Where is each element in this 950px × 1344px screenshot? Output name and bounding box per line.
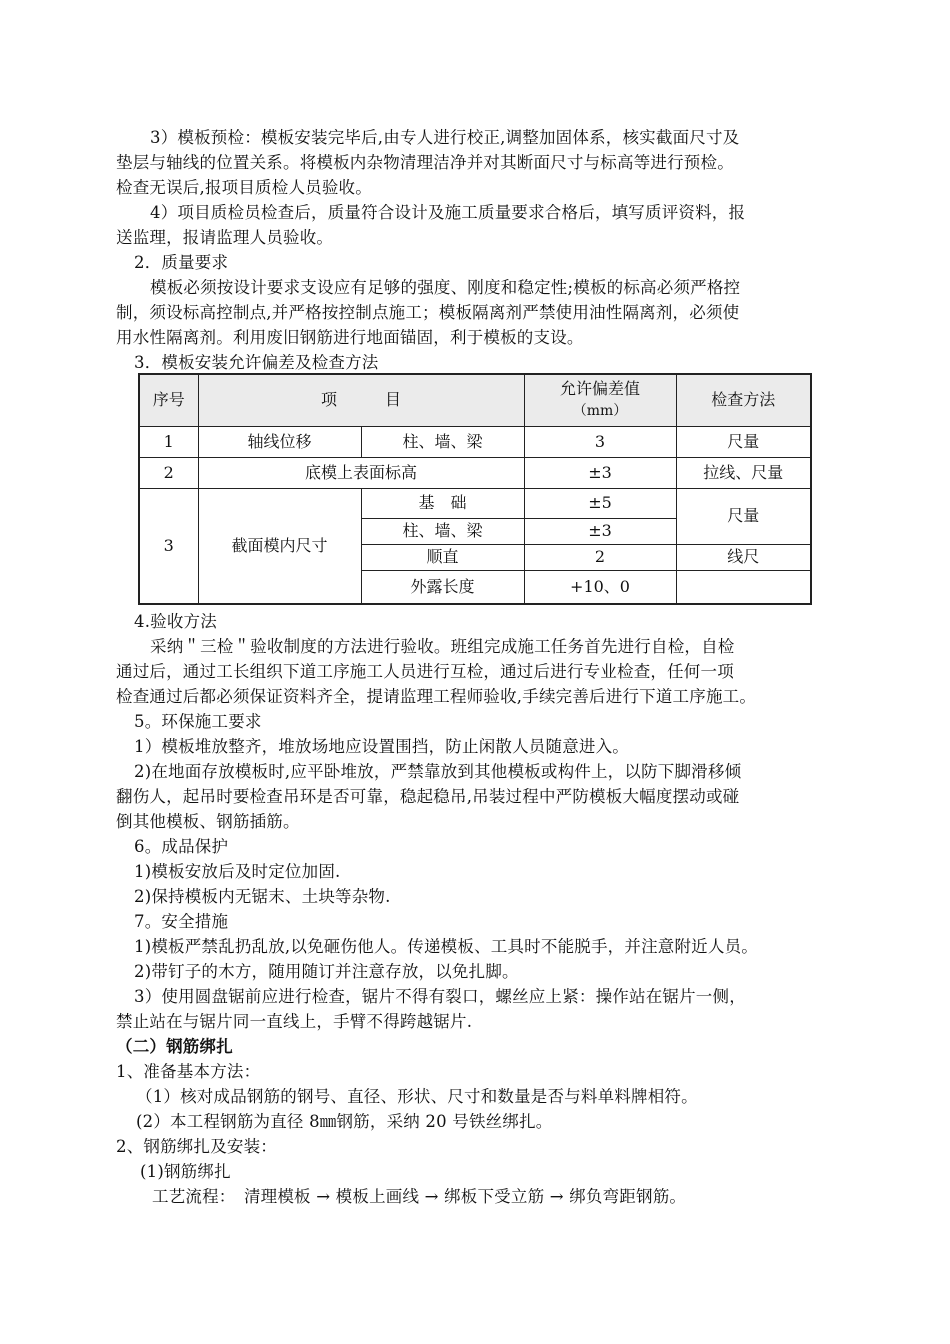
paragraph-line: 通过后，通过工长组织下道工序施工人员进行互检，通过后进行专业检查，任何一项 <box>116 662 734 681</box>
cell-tolerance: 3 <box>524 426 676 457</box>
paragraph-line: 禁止站在与锯片同一直线上，手臂不得跨越锯片. <box>116 1012 473 1031</box>
cell-method: 尺量 <box>676 488 811 544</box>
cell-item: 轴线位移 <box>198 426 361 457</box>
cell-tolerance: +10、0 <box>524 570 676 604</box>
cell-subitem: 外露长度 <box>361 570 524 604</box>
section-heading: 6。成品保护 <box>134 837 229 856</box>
cell-tolerance: 2 <box>524 544 676 570</box>
paragraph-line: 1)模板安放后及时定位加固. <box>134 862 341 881</box>
section-heading: 2、钢筋绑扎及安装： <box>116 1137 277 1156</box>
table-row <box>139 488 811 518</box>
cell-method: 拉线、尺量 <box>676 457 811 488</box>
cell-method: 尺量 <box>676 426 811 457</box>
header-tolerance-unit: （mm） <box>572 403 628 420</box>
paragraph-line: 4）项目质检员检查后，质量符合设计及施工质量要求合格后，填写质评资料，报 <box>150 203 746 222</box>
cell-no: 1 <box>139 426 198 457</box>
header-tolerance <box>524 374 676 426</box>
paragraph-line: 翻伤人，起吊时要检查吊环是否可靠，稳起稳吊,吊装过程中严防模板大幅度摆动或碰 <box>116 787 740 806</box>
cell-subitem: 柱、墙、梁 <box>361 426 524 457</box>
paragraph-line: 3）使用圆盘锯前应进行检查，锯片不得有裂口，螺丝应上紧：操作站在锯片一侧， <box>134 987 746 1006</box>
paragraph-line: 采纳＂三检＂验收制度的方法进行验收。班组完成施工任务首先进行自检，自检 <box>150 637 735 656</box>
paragraph-line: 制，须设标高控制点,并严格按控制点施工；模板隔离剂严禁使用油性隔离剂，必须使 <box>116 303 740 322</box>
paragraph-line: 检查通过后都必须保证资料齐全，提请监理工程师验收,手续完善后进行下道工序施工。 <box>116 687 757 706</box>
section-heading: 2．质量要求 <box>134 253 229 272</box>
table-row <box>139 457 811 488</box>
cell-subitem: 柱、墙、梁 <box>361 518 524 544</box>
paragraph-line: （1）核对成品钢筋的钢号、直径、形状、尺寸和数量是否与料单料牌相符。 <box>136 1087 698 1106</box>
paragraph-line: 3）模板预检：模板安装完毕后,由专人进行校正,调整加固体系，核实截面尺寸及 <box>150 128 740 147</box>
paragraph-line: (2）本工程钢筋为直径 8㎜钢筋，采纳 20 号铁丝绑扎。 <box>136 1112 553 1131</box>
table-header-row <box>139 374 811 426</box>
header-item: 项 目 <box>198 374 524 426</box>
paragraph-line: 2)保持模板内无锯末、土块等杂物. <box>134 887 391 906</box>
paragraph-line: 垫层与轴线的位置关系。将模板内杂物清理洁净并对其断面尺寸与标高等进行预检。 <box>116 153 734 172</box>
cell-subitem: 顺直 <box>361 544 524 570</box>
header-tolerance-line1: 允许偏差值 <box>560 379 641 399</box>
cell-tolerance: ±5 <box>524 488 676 518</box>
process-flow-line: 工艺流程： 清理模板 → 模板上画线 → 绑板下受立筋 → 绑负弯距钢筋。 <box>152 1187 687 1206</box>
cell-item: 底模上表面标高 <box>198 457 524 488</box>
paragraph-line: 1）模板堆放整齐，堆放场地应设置围挡，防止闲散人员随意进入。 <box>134 737 629 756</box>
section-heading: 3．模板安装允许偏差及检查方法 <box>134 353 379 372</box>
cell-method: 线尺 <box>676 544 811 570</box>
paragraph-line: 1)模板严禁乱扔乱放,以免砸伤他人。传递模板、工具时不能脱手，并注意附近人员。 <box>134 937 758 956</box>
chapter-heading: （二）钢筋绑扎 <box>116 1037 233 1056</box>
subsection-heading: (1)钢筋绑扎 <box>140 1162 231 1181</box>
section-heading: 7。安全措施 <box>134 912 229 931</box>
paragraph-line: 用水性隔离剂。利用废旧钢筋进行地面锚固，利于模板的支设。 <box>116 328 584 347</box>
header-method: 检查方法 <box>676 374 811 426</box>
paragraph-line: 2)带钉子的木方，随用随订并注意存放，以免扎脚。 <box>134 962 519 981</box>
paragraph-line: 倒其他模板、钢筋插筋。 <box>116 812 300 831</box>
section-heading: 1、准备基本方法： <box>116 1062 261 1081</box>
cell-no: 3 <box>139 488 198 604</box>
tolerance-table <box>138 373 812 605</box>
paragraph-line: 模板必须按设计要求支设应有足够的强度、刚度和稳定性;模板的标高必须严格控 <box>150 278 741 297</box>
section-heading: 4.验收方法 <box>134 612 217 631</box>
table-row <box>139 426 811 457</box>
cell-tolerance: ±3 <box>524 457 676 488</box>
paragraph-line: 检查无误后,报项目质检人员验收。 <box>116 178 372 197</box>
cell-subitem: 基 础 <box>361 488 524 518</box>
paragraph-line: 送监理，报请监理人员验收。 <box>116 228 334 247</box>
cell-item: 截面模内尺寸 <box>198 488 361 604</box>
section-heading: 5。环保施工要求 <box>134 712 262 731</box>
cell-tolerance: ±3 <box>524 518 676 544</box>
paragraph-line: 2)在地面存放模板时,应平卧堆放，严禁靠放到其他模板或构件上，以防下脚滑移倾 <box>134 762 742 781</box>
cell-no: 2 <box>139 457 198 488</box>
header-no: 序号 <box>139 374 198 426</box>
cell-method <box>676 570 811 604</box>
